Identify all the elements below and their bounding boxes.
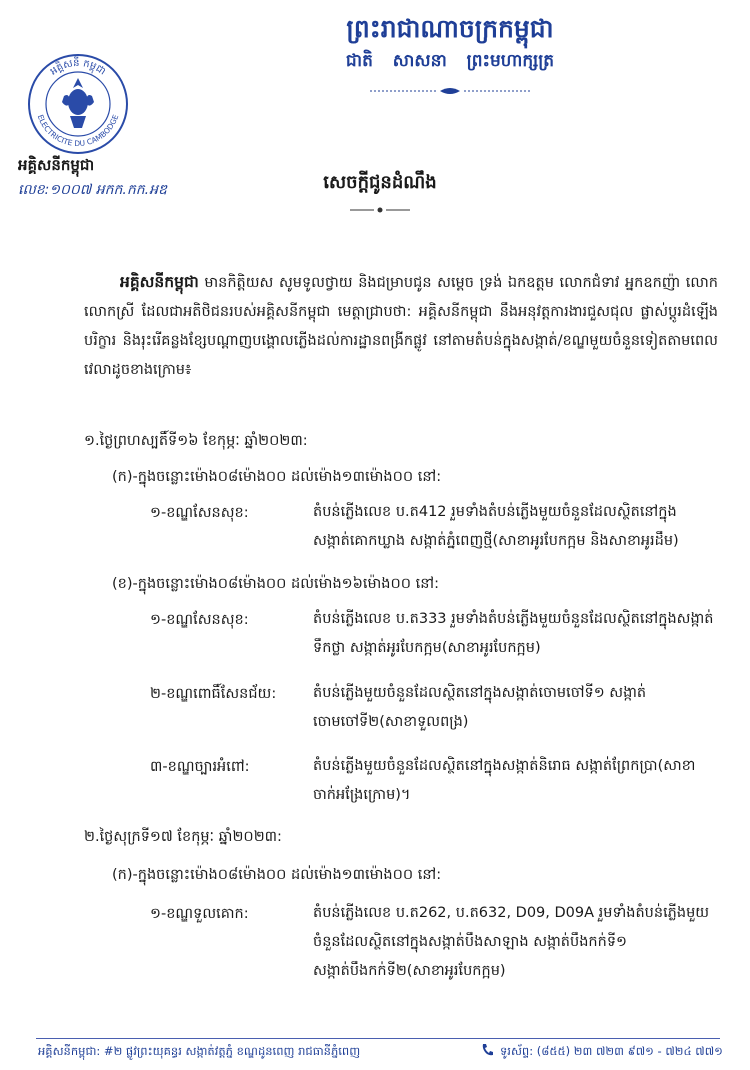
time-slot: (ក)-ក្នុងចន្លោះម៉ោង០៨ម៉ោង០០ ដល់ម៉ោង១៣ម៉ោង០០ នៅ: bbox=[112, 469, 442, 485]
seal-bottom-text: ELECTRICITE DU CAMBODGE bbox=[35, 113, 121, 149]
district-label: ៣-ខណ្ឌច្បារអំពៅ: bbox=[150, 759, 250, 775]
document-title: សេចក្ដីជូនដំណឹង bbox=[323, 172, 437, 193]
phone-icon bbox=[480, 1042, 496, 1058]
area-description: តំបន់ភ្លើងមួយចំនួនដែលស្ថិតនៅក្នុងសង្កាត់ចោមចៅទី១ សង្កាត់ចោមចៅទី២(សាខាទួលពង្រ) bbox=[313, 685, 647, 730]
footer-phone: ទូរស័ព្ទ: (៨៥៥) ២៣ ៧២៣ ៩៧១ - ៧២៤ ៧៧១ bbox=[500, 1044, 723, 1058]
time-slot: (ក)-ក្នុងចន្លោះម៉ោង០៨ម៉ោង០០ ដល់ម៉ោង១៣ម៉ោង០០ នៅ: bbox=[112, 867, 442, 883]
reference-number: លេខ:១០០៧ អកក.កក.អឌ bbox=[18, 182, 167, 198]
intro-paragraph bbox=[84, 268, 718, 385]
area-description: តំបន់ភ្លើងលេខ ប.ត412 រួមទាំងតំបន់ភ្លើងមួយចំនួនដែលស្ថិតនៅក្នុងសង្កាត់គោកឃ្លាង សង្កាត់ភ្នំពេញថ្មី(សាខាអូរបែកក្អម និងសាខាអូរដឹម) bbox=[313, 504, 679, 549]
seal-top-text: អគ្គិសនី កម្ពុជា bbox=[48, 57, 108, 78]
national-motto: ជាតិ សាសនា ព្រះមហាក្សត្រ bbox=[345, 51, 555, 71]
footer-divider bbox=[36, 1038, 720, 1039]
day-heading: ២.ថ្ងៃសុក្រទី១៧ ខែកុម្ភៈ ឆ្នាំ២០២៣: bbox=[84, 829, 282, 845]
district-label: ១-ខណ្ឌសែនសុខ: bbox=[150, 505, 249, 521]
header-ornament bbox=[370, 86, 530, 96]
footer-address: អគ្គិសនីកម្ពុជា: #២ ផ្លូវព្រះយុគន្ធរ សង្កាត់វត្តភ្នំ ខណ្ឌដូនពេញ រាជធានីភ្នំពេញ bbox=[38, 1044, 361, 1058]
district-label: ១-ខណ្ឌទួលគោក: bbox=[150, 906, 249, 922]
area-description: តំបន់ភ្លើងមួយចំនួនដែលស្ថិតនៅក្នុងសង្កាត់និរោធ សង្កាត់ព្រែកប្រា(សាខាចាក់អង្រែក្រោម)។ bbox=[313, 758, 696, 803]
organization-name: អគ្គិសនីកម្ពុជា bbox=[18, 156, 95, 174]
title-ornament bbox=[350, 206, 410, 214]
day-heading: ១.ថ្ងៃព្រហស្បតិ៍ទី១៦ ខែកុម្ភៈ ឆ្នាំ២០២៣: bbox=[84, 433, 308, 449]
intro-org-name: អគ្គិសនីកម្ពុជា bbox=[120, 273, 199, 291]
kingdom-heading: ព្រះរាជាណាចក្រកម្ពុជា bbox=[346, 14, 554, 43]
area-description: តំបន់ភ្លើងលេខ ប.ត262, ប.ត632, D09, D09A រួមទាំងតំបន់ភ្លើងមួយចំនួនដែលស្ថិតនៅក្នុងសង្កាត់បឹងសាឡាង សង្កាត់បឹងកក់ទី១ សង្កាត់បឹងកក់ទី២(សាខាអូរបែកក្អម) bbox=[313, 905, 710, 979]
time-slot: (ខ)-ក្នុងចន្លោះម៉ោង០៨ម៉ោង០០ ដល់ម៉ោង១៦ម៉ោង០០ នៅ: bbox=[112, 576, 439, 592]
district-label: ១-ខណ្ឌសែនសុខ: bbox=[150, 612, 249, 628]
seal-emblem-icon bbox=[62, 78, 94, 128]
intro-text: មានកិត្តិយស សូមទូលថ្វាយ និងជម្រាបជូន សម្ដេច ទ្រង់ ឯកឧត្ដម លោកជំទាវ អ្នកឧកញ៉ា លោក លោកស្រី ដែលជាអតិថិជនរបស់អគ្គិសនីកម្ពុជា មេត្តាជ្រាបថា: អគ្គិសនីកម្ពុជា នឹងអនុវត្តការងារជួសជុល ផ្លាស់ប្ដូរដំឡើងបរិក្ខារ និងរុះរើគន្លងខ្សែបណ្ដាញបង្គោលភ្លើងដល់ការដ្ឋានពង្រីកផ្លូវ នៅតាមតំបន់ក្នុងសង្កាត់/ខណ្ឌមួយចំនួនទៀតតាមពេលវេលាដូចខាងក្រោម៖ bbox=[84, 275, 718, 378]
company-seal bbox=[26, 52, 130, 156]
area-description: តំបន់ភ្លើងលេខ ប.ត333 រួមទាំងតំបន់ភ្លើងមួយចំនួនដែលស្ថិតនៅក្នុងសង្កាត់ទឹកថ្លា សង្កាត់អូរបែកក្អម(សាខាអូរបែកក្អម) bbox=[313, 611, 714, 656]
district-label: ២-ខណ្ឌពោធិ៍សែនជ័យ: bbox=[150, 686, 277, 702]
